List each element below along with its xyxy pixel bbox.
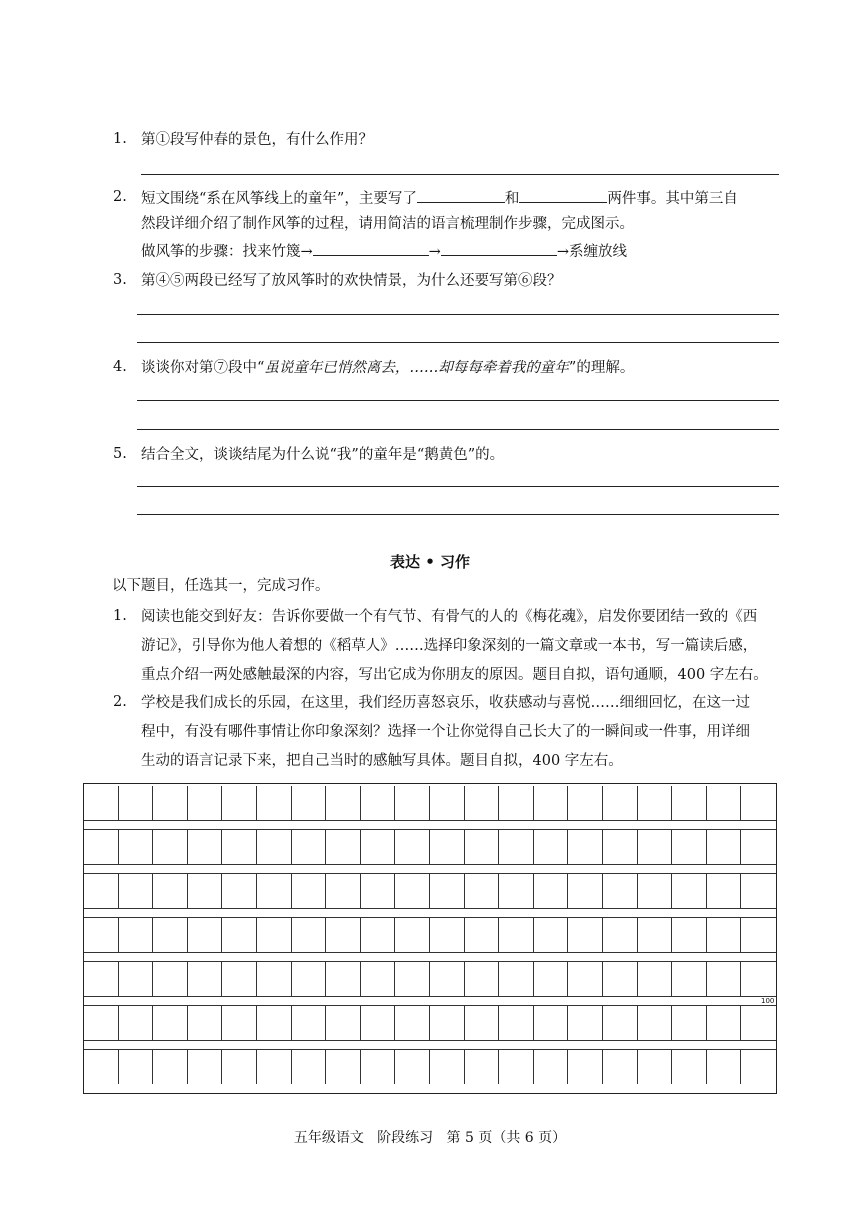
q2-number: 2. bbox=[113, 189, 127, 205]
grid-cell[interactable] bbox=[672, 918, 707, 952]
prompt2-line-2: 程中，有没有哪件事情让你印象深刻？选择一个让你觉得自己长大了的一瞬间或一件事，用详细 bbox=[141, 724, 750, 740]
grid-cell[interactable] bbox=[568, 874, 603, 908]
grid-marker-100: 100 bbox=[761, 997, 775, 1005]
grid-cell[interactable] bbox=[430, 874, 465, 908]
grid-cell[interactable] bbox=[292, 1006, 327, 1040]
grid-cell[interactable] bbox=[361, 1050, 396, 1084]
q2-text-a: 短文围绕“系在风筝线上的童年”，主要写了 bbox=[141, 191, 417, 207]
grid-cell[interactable] bbox=[395, 1006, 430, 1040]
grid-cell[interactable] bbox=[672, 874, 707, 908]
q2-steps-end: →系缠放线 bbox=[556, 244, 627, 260]
prompt2-line-3: 生动的语言记录下来，把自己当时的感触写具体。题目自拟，400 字左右。 bbox=[141, 753, 623, 769]
grid-cell[interactable] bbox=[568, 918, 603, 952]
grid-cell[interactable] bbox=[188, 1050, 223, 1084]
grid-cell[interactable] bbox=[603, 1050, 638, 1084]
grid-cell[interactable] bbox=[222, 918, 257, 952]
grid-cell[interactable] bbox=[603, 830, 638, 864]
grid-cell[interactable] bbox=[638, 786, 673, 820]
grid-cell[interactable] bbox=[465, 1006, 500, 1040]
grid-cell[interactable] bbox=[361, 830, 396, 864]
grid-cell[interactable] bbox=[465, 830, 500, 864]
prompt2-line-1: 学校是我们成长的乐园，在这里，我们经历喜怒哀乐，收获感动与喜悦……细细回忆，在这一过 bbox=[141, 695, 750, 711]
q3-answer-line-2[interactable] bbox=[137, 342, 779, 343]
grid-cell[interactable] bbox=[257, 1050, 292, 1084]
grid-cell[interactable] bbox=[638, 962, 673, 996]
grid-cell[interactable] bbox=[292, 1050, 327, 1084]
grid-cell[interactable] bbox=[395, 962, 430, 996]
grid-row bbox=[84, 786, 776, 820]
grid-cell[interactable] bbox=[499, 830, 534, 864]
grid-cell[interactable] bbox=[84, 830, 119, 864]
q1-text: 第①段写仲春的景色，有什么作用？ bbox=[141, 132, 373, 148]
grid-cell[interactable] bbox=[672, 830, 707, 864]
q5-text: 结合全文，谈谈结尾为什么说“我”的童年是“鹅黄色”的。 bbox=[141, 447, 505, 463]
grid-cell[interactable] bbox=[395, 1050, 430, 1084]
q2-blank-1[interactable] bbox=[417, 188, 505, 203]
grid-row bbox=[84, 962, 776, 996]
grid-cell[interactable] bbox=[603, 874, 638, 908]
grid-cell[interactable] bbox=[499, 918, 534, 952]
grid-cell[interactable] bbox=[361, 874, 396, 908]
grid-cell[interactable] bbox=[84, 786, 119, 820]
grid-cell[interactable] bbox=[395, 786, 430, 820]
grid-cell[interactable] bbox=[326, 830, 361, 864]
prompt1-line-2: 游记》，引导你为他人着想的《稻草人》……选择印象深刻的一篇文章或一本书，写一篇读后感， bbox=[141, 638, 758, 654]
grid-cell[interactable] bbox=[672, 1006, 707, 1040]
grid-cell[interactable] bbox=[222, 786, 257, 820]
grid-cell[interactable] bbox=[326, 874, 361, 908]
grid-cell[interactable] bbox=[119, 1006, 154, 1040]
instruction: 以下题目，任选其一，完成习作。 bbox=[112, 578, 330, 594]
grid-cell[interactable] bbox=[84, 874, 119, 908]
grid-cell[interactable] bbox=[430, 830, 465, 864]
q3-number: 3. bbox=[113, 272, 127, 288]
grid-cell[interactable] bbox=[361, 918, 396, 952]
writing-grid[interactable] bbox=[83, 783, 777, 1094]
grid-cell[interactable] bbox=[153, 1006, 188, 1040]
grid-cell[interactable] bbox=[603, 918, 638, 952]
q2-step-blank-2[interactable] bbox=[441, 241, 557, 256]
grid-cell[interactable] bbox=[638, 830, 673, 864]
grid-cell[interactable] bbox=[568, 962, 603, 996]
grid-cell[interactable] bbox=[568, 1006, 603, 1040]
q2-steps-label: 做风筝的步骤：找来竹篾→ bbox=[141, 244, 313, 260]
grid-cell[interactable] bbox=[603, 786, 638, 820]
grid-row bbox=[84, 1050, 776, 1084]
q4-text-b: ”的理解。 bbox=[568, 360, 635, 376]
grid-cell[interactable] bbox=[188, 786, 223, 820]
grid-cell[interactable] bbox=[707, 830, 742, 864]
q1-number: 1. bbox=[113, 131, 127, 147]
grid-cell[interactable] bbox=[568, 786, 603, 820]
q4-answer-line-1[interactable] bbox=[137, 400, 779, 401]
grid-cell[interactable] bbox=[638, 1006, 673, 1040]
grid-cell[interactable] bbox=[638, 874, 673, 908]
grid-cell[interactable] bbox=[326, 1006, 361, 1040]
grid-cell[interactable] bbox=[257, 786, 292, 820]
grid-cell[interactable] bbox=[84, 1006, 119, 1040]
q4-answer-line-2[interactable] bbox=[137, 429, 779, 430]
grid-cell[interactable] bbox=[257, 1006, 292, 1040]
q4-text bbox=[141, 358, 634, 378]
grid-cell[interactable] bbox=[361, 962, 396, 996]
grid-cell[interactable] bbox=[188, 918, 223, 952]
grid-cell[interactable] bbox=[222, 830, 257, 864]
grid-cell[interactable] bbox=[430, 1006, 465, 1040]
grid-cell[interactable] bbox=[84, 918, 119, 952]
grid-cell[interactable] bbox=[188, 874, 223, 908]
grid-cell[interactable] bbox=[326, 918, 361, 952]
grid-row bbox=[84, 918, 776, 952]
grid-row-separator bbox=[84, 908, 776, 918]
q3-text: 第④⑤两段已经写了放风筝时的欢快情景，为什么还要写第⑥段？ bbox=[141, 273, 562, 289]
grid-cell[interactable] bbox=[222, 962, 257, 996]
grid-cell[interactable] bbox=[465, 786, 500, 820]
grid-cell[interactable] bbox=[292, 786, 327, 820]
grid-cell[interactable] bbox=[534, 1006, 569, 1040]
grid-cell[interactable] bbox=[153, 1050, 188, 1084]
grid-cell[interactable] bbox=[292, 874, 327, 908]
grid-cell[interactable] bbox=[568, 830, 603, 864]
grid-cell[interactable] bbox=[707, 786, 742, 820]
grid-cell[interactable] bbox=[707, 1006, 742, 1040]
grid-cell[interactable] bbox=[84, 1050, 119, 1084]
prompt1-line-3: 重点介绍一两处感触最深的内容，写出它成为你朋友的原因。题目自拟，语句通顺，400 字左右。 bbox=[141, 667, 768, 683]
grid-cell[interactable] bbox=[499, 1050, 534, 1084]
grid-cell[interactable] bbox=[222, 1050, 257, 1084]
prompt1-line-1: 阅读也能交到好友：告诉你要做一个有气节、有骨气的人的《梅花魂》，启发你要团结一致的《西 bbox=[141, 609, 758, 625]
grid-cell[interactable] bbox=[465, 1050, 500, 1084]
grid-cell[interactable] bbox=[534, 830, 569, 864]
grid-cell[interactable] bbox=[707, 874, 742, 908]
q2-step-blank-1[interactable] bbox=[313, 241, 429, 256]
grid-cell[interactable] bbox=[119, 918, 154, 952]
grid-cell[interactable] bbox=[292, 918, 327, 952]
grid-row-separator bbox=[84, 952, 776, 962]
grid-cell[interactable] bbox=[534, 962, 569, 996]
q5-number: 5. bbox=[113, 446, 127, 462]
grid-cell[interactable] bbox=[119, 786, 154, 820]
grid-cell[interactable] bbox=[119, 874, 154, 908]
grid-row-separator bbox=[84, 820, 776, 830]
grid-cell[interactable] bbox=[430, 786, 465, 820]
grid-cell[interactable] bbox=[465, 962, 500, 996]
grid-row bbox=[84, 1006, 776, 1040]
grid-cell[interactable] bbox=[188, 962, 223, 996]
grid-cell[interactable] bbox=[257, 918, 292, 952]
page-footer: 五年级语文 阶段练习 第 5 页（共 6 页） bbox=[293, 1130, 567, 1146]
grid-cell[interactable] bbox=[395, 918, 430, 952]
grid-cell[interactable] bbox=[430, 918, 465, 952]
grid-cell[interactable] bbox=[153, 962, 188, 996]
grid-cell[interactable] bbox=[395, 874, 430, 908]
grid-cell[interactable] bbox=[153, 830, 188, 864]
grid-cell[interactable] bbox=[222, 1006, 257, 1040]
grid-cell[interactable] bbox=[568, 1050, 603, 1084]
q5-answer-line-2[interactable] bbox=[137, 514, 779, 515]
grid-cell[interactable] bbox=[188, 830, 223, 864]
grid-cell[interactable] bbox=[222, 874, 257, 908]
grid-cell[interactable] bbox=[326, 1050, 361, 1084]
grid-cell[interactable] bbox=[395, 830, 430, 864]
grid-cell[interactable] bbox=[672, 1050, 707, 1084]
grid-cell[interactable] bbox=[672, 962, 707, 996]
grid-cell[interactable] bbox=[465, 918, 500, 952]
grid-row bbox=[84, 830, 776, 864]
prompt1-number: 1. bbox=[113, 608, 127, 624]
grid-cell[interactable] bbox=[707, 918, 742, 952]
grid-cell[interactable] bbox=[638, 1050, 673, 1084]
q1-answer-line[interactable] bbox=[141, 174, 779, 175]
grid-cell[interactable] bbox=[672, 786, 707, 820]
q4-number: 4. bbox=[113, 359, 127, 375]
grid-cell[interactable] bbox=[499, 786, 534, 820]
grid-cell[interactable] bbox=[361, 1006, 396, 1040]
grid-cell[interactable] bbox=[534, 786, 569, 820]
grid-cell[interactable] bbox=[603, 962, 638, 996]
prompt2-number: 2. bbox=[113, 694, 127, 710]
grid-cell[interactable] bbox=[534, 874, 569, 908]
grid-cell[interactable] bbox=[119, 1050, 154, 1084]
grid-cell[interactable] bbox=[430, 1050, 465, 1084]
section-title: 表达 • 习作 bbox=[389, 553, 471, 571]
grid-cell[interactable] bbox=[707, 962, 742, 996]
grid-cell[interactable] bbox=[257, 874, 292, 908]
grid-cell[interactable] bbox=[534, 918, 569, 952]
grid-row bbox=[84, 874, 776, 908]
grid-cell[interactable] bbox=[603, 1006, 638, 1040]
grid-cell[interactable] bbox=[188, 1006, 223, 1040]
q3-answer-line-1[interactable] bbox=[137, 314, 779, 315]
grid-cell[interactable] bbox=[119, 962, 154, 996]
grid-cell[interactable] bbox=[465, 874, 500, 908]
q5-answer-line-1[interactable] bbox=[137, 486, 779, 487]
grid-cell[interactable] bbox=[292, 830, 327, 864]
q2-line2: 然段详细介绍了制作风筝的过程，请用简洁的语言梳理制作步骤，完成图示。 bbox=[141, 216, 634, 232]
q2-steps bbox=[141, 241, 627, 262]
grid-cell[interactable] bbox=[499, 874, 534, 908]
q2-text-c: 两件事。其中第三自 bbox=[607, 191, 738, 207]
grid-row-separator bbox=[84, 864, 776, 874]
grid-cell[interactable] bbox=[499, 962, 534, 996]
grid-row-separator bbox=[84, 1040, 776, 1050]
grid-cell[interactable] bbox=[153, 874, 188, 908]
grid-cell[interactable] bbox=[257, 962, 292, 996]
grid-cell[interactable] bbox=[638, 918, 673, 952]
q2-text-b: 和 bbox=[504, 191, 520, 207]
grid-cell[interactable] bbox=[326, 786, 361, 820]
grid-cell[interactable] bbox=[430, 962, 465, 996]
grid-row-separator bbox=[84, 996, 776, 1006]
arrow-icon: → bbox=[428, 244, 441, 260]
q4-quote: 虽说童年已悄然离去，……却每每牵着我的童年 bbox=[264, 360, 569, 376]
grid-cell[interactable] bbox=[499, 1006, 534, 1040]
grid-cell[interactable] bbox=[257, 830, 292, 864]
grid-cell[interactable] bbox=[326, 962, 361, 996]
grid-cell[interactable] bbox=[153, 786, 188, 820]
q2-line1 bbox=[141, 188, 738, 209]
grid-cell[interactable] bbox=[153, 918, 188, 952]
grid-cell[interactable] bbox=[707, 1050, 742, 1084]
q2-blank-2[interactable] bbox=[519, 188, 607, 203]
q4-text-a: 谈谈你对第⑦段中“ bbox=[141, 360, 265, 376]
grid-cell[interactable] bbox=[84, 962, 119, 996]
grid-cell[interactable] bbox=[119, 830, 154, 864]
grid-cell[interactable] bbox=[534, 1050, 569, 1084]
grid-cell[interactable] bbox=[292, 962, 327, 996]
grid-cell[interactable] bbox=[361, 786, 396, 820]
